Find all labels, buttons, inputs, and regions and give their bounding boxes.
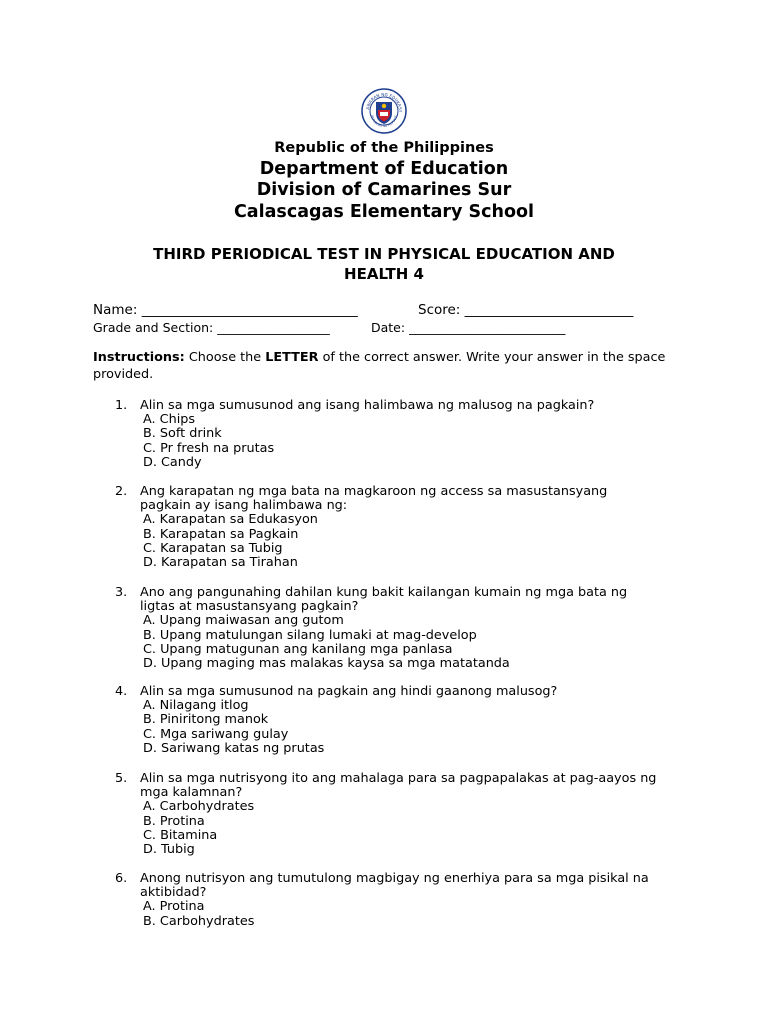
option-c: C. Upang matugunan ang kanilang mga panlasa [143, 641, 453, 657]
option-a: A. Chips [143, 412, 196, 428]
seal-top-text: AWARAN NG EDUKASY [365, 91, 404, 113]
option-d: D. Upang maging mas malakas kaysa sa mga matatanda [143, 656, 510, 672]
question-number: 3. [115, 585, 128, 600]
test-title [0, 244, 768, 284]
option-a: A. Nilagang itlog [143, 698, 249, 714]
question-text: Ang karapatan ng mga bata na magkaroon ng access sa masustansyang pagkain ay isang halimbawa ng: [140, 484, 608, 514]
question-number: 5. [115, 771, 128, 786]
question-number: 2. [115, 484, 128, 499]
department-heading: Department of Education [259, 159, 509, 179]
name-field [93, 302, 358, 318]
grade-section-label: Grade and Section: [93, 320, 214, 335]
instructions-emphasis: LETTER [265, 350, 319, 365]
option-b: B. Upang matulungan silang lumaki at mag-develop [143, 627, 477, 643]
date-label: Date: [371, 320, 406, 335]
question-2 [115, 485, 660, 570]
score-label: Score: [418, 302, 461, 318]
score-blank-line[interactable]: _________________________ [464, 302, 634, 318]
option-d: D. Sariwang katas ng prutas [143, 740, 325, 756]
option-b: B. Piniritong manok [143, 712, 269, 728]
option-b: B. Karapatan sa Pagkain [143, 526, 299, 542]
question-number: 1. [115, 398, 128, 413]
option-c: C. Bitamina [143, 827, 218, 843]
option-a: A. Karapatan sa Edukasyon [143, 512, 318, 528]
option-c: C. Karapatan sa Tubig [143, 540, 283, 556]
name-label: Name: [93, 302, 138, 318]
option-b: B. Protina [143, 813, 205, 829]
question-3 [115, 586, 660, 671]
question-number: 6. [115, 871, 128, 886]
question-text: Anong nutrisyon ang tumutulong magbigay ng enerhiya para sa mga pisikal na aktibidad? [140, 871, 649, 901]
question-text: Ano ang pangunahing dahilan kung bakit kailangan kumain ng mga bata ng ligtas at masustansyang pagkain? [140, 585, 628, 615]
option-a: A. Carbohydrates [143, 799, 255, 815]
name-blank-line[interactable]: ________________________________ [141, 302, 358, 318]
option-d: D. Tubig [143, 842, 195, 858]
question-5 [115, 772, 660, 857]
option-a: A. Protina [143, 899, 205, 915]
option-d: D. Karapatan sa Tirahan [143, 555, 298, 571]
option-a: A. Upang maiwasan ang gutom [143, 613, 344, 629]
grade-section-blank-line[interactable]: __________________ [217, 320, 330, 335]
question-4 [115, 685, 660, 756]
option-c: C. Pr fresh na prutas [143, 440, 275, 456]
division-heading: Division of Camarines Sur [256, 180, 512, 200]
question-text: Alin sa mga sumusunod ang isang halimbawa ng malusog na pagkain? [140, 398, 595, 413]
option-b: B. Soft drink [143, 426, 222, 442]
deped-seal-logo [361, 88, 407, 134]
option-b: B. Carbohydrates [143, 913, 255, 929]
date-field [371, 320, 565, 335]
grade-section-field [93, 320, 330, 335]
date-blank-line[interactable]: _________________________ [409, 320, 566, 335]
instructions-text-a: Choose the [188, 350, 262, 365]
school-heading: Calascagas Elementary School [233, 202, 535, 222]
question-6 [115, 872, 660, 929]
instructions-text-b: of the correct answer. Write your answer in the space provided. [93, 350, 666, 382]
instructions-label: Instructions: [93, 350, 185, 365]
question-text: Alin sa mga nutrisyong ito ang mahalaga para sa pagpapalakas at pag-aayos ng mga kalamnan? [140, 771, 657, 801]
score-field [418, 302, 633, 318]
option-c: C. Mga sariwang gulay [143, 726, 289, 742]
question-number: 4. [115, 684, 128, 699]
test-title-line-2: HEALTH 4 [344, 265, 424, 283]
republic-heading: Republic of the Philippines [274, 140, 494, 156]
test-title-line-1: THIRD PERIODICAL TEST IN PHYSICAL EDUCATION AND [153, 245, 615, 263]
instructions [93, 350, 693, 383]
question-text: Alin sa mga sumusunod na pagkain ang hindi gaanong malusog? [140, 684, 558, 699]
seal-bottom-text: REPUBLIKA NG PILIPINAS [370, 114, 398, 129]
option-d: D. Candy [143, 454, 202, 470]
question-1 [115, 399, 660, 470]
